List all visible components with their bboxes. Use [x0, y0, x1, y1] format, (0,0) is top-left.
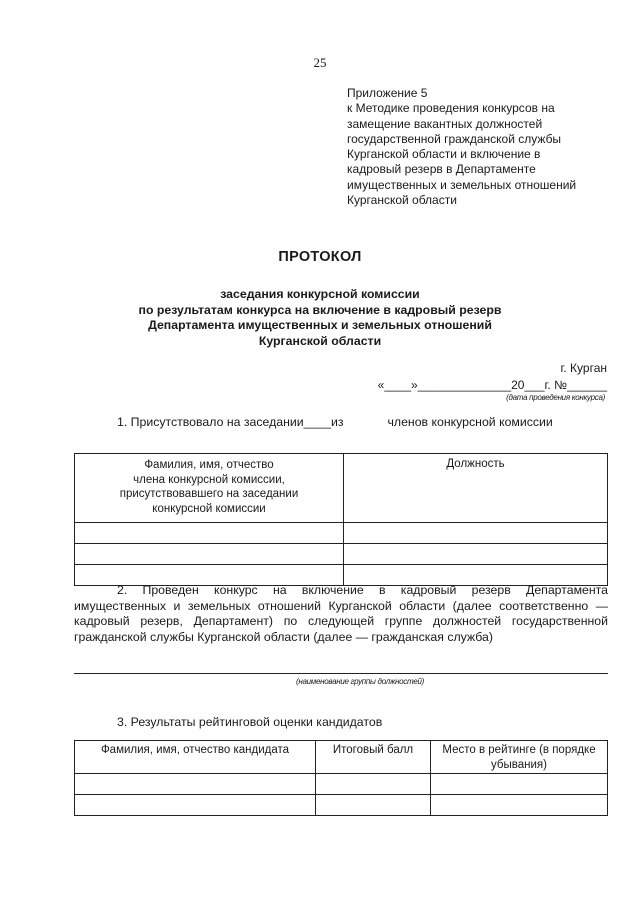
table-cell [316, 795, 431, 816]
group-name-line [74, 673, 608, 674]
annex-line: к Методике проведения конкурсов на [347, 101, 555, 116]
header-line: присутствовавшего на заседании [119, 488, 299, 500]
section-1 [117, 415, 553, 429]
annex-line: Курганской области [347, 193, 457, 208]
section-2: 2. Проведен конкурс на включение в кадровый резерв Департамента имущественных и земельных отношений Курганской области (далее соответственно — кадровый резерв, Департамент) по следующей группе должностей государственной гражданской службы Курганской области (далее — гражданская служба) [74, 583, 608, 644]
annex-line: Курганской области и включение в [347, 147, 541, 162]
table-cell [75, 774, 316, 795]
table-cell [344, 544, 608, 565]
date-caption: (дата проведения конкурса) [506, 393, 605, 402]
page-number: 25 [313, 55, 327, 70]
group-name-caption: (наименование группы должностей) [296, 677, 424, 686]
table-cell [75, 544, 344, 565]
table-header-row [75, 741, 608, 774]
document-subtitle [0, 287, 640, 349]
header-line: конкурсной комиссии [152, 502, 266, 515]
date-number-line: «____»______________20___г. №______ [377, 378, 607, 392]
table-row [75, 544, 608, 565]
commission-members-table [74, 453, 608, 586]
rating-table [74, 740, 608, 816]
table-cell [431, 795, 608, 816]
subtitle-line: Курганской области [258, 333, 382, 348]
table-cell [431, 774, 608, 795]
header-line: Фамилия, имя, отчество [144, 459, 274, 471]
table-header-cell: Фамилия, имя, отчество кандидата [75, 741, 316, 774]
table-header-cell: Должность [344, 454, 608, 523]
table-row [75, 523, 608, 544]
subtitle-line: по результатам конкурса на включение в кадровый резерв [138, 302, 502, 317]
section-3: 3. Результаты рейтинговой оценки кандидатов [117, 715, 383, 729]
annex-block [347, 86, 617, 208]
subtitle-line: Департамента имущественных и земельных отношений [148, 318, 492, 333]
document-title: ПРОТОКОЛ [278, 249, 362, 265]
table-cell [75, 795, 316, 816]
section-1-part2: членов конкурсной комиссии [387, 415, 553, 429]
subtitle-line: заседания конкурсной комиссии [220, 287, 420, 301]
table-header-cell: Итоговый балл [316, 741, 431, 774]
table-header-cell: Место в рейтинге (в порядке убывания) [431, 741, 608, 774]
city: г. Курган [560, 361, 607, 375]
table-cell [344, 523, 608, 544]
header-line: члена конкурсной комиссии, [133, 473, 285, 486]
annex-line: государственной гражданской службы [347, 131, 562, 146]
annex-line: кадровый резерв в Департаменте [347, 162, 536, 177]
annex-line: Приложение 5 [347, 86, 428, 100]
table-header-cell [75, 454, 344, 523]
table-cell [316, 774, 431, 795]
table-header-row [75, 454, 608, 523]
section-1-part1: 1. Присутствовало на заседании____из [117, 415, 344, 429]
table-row [75, 795, 608, 816]
annex-line: имущественных и земельных отношений [347, 177, 577, 192]
table-row [75, 774, 608, 795]
annex-line: замещение вакантных должностей [347, 116, 543, 131]
table-cell [75, 523, 344, 544]
